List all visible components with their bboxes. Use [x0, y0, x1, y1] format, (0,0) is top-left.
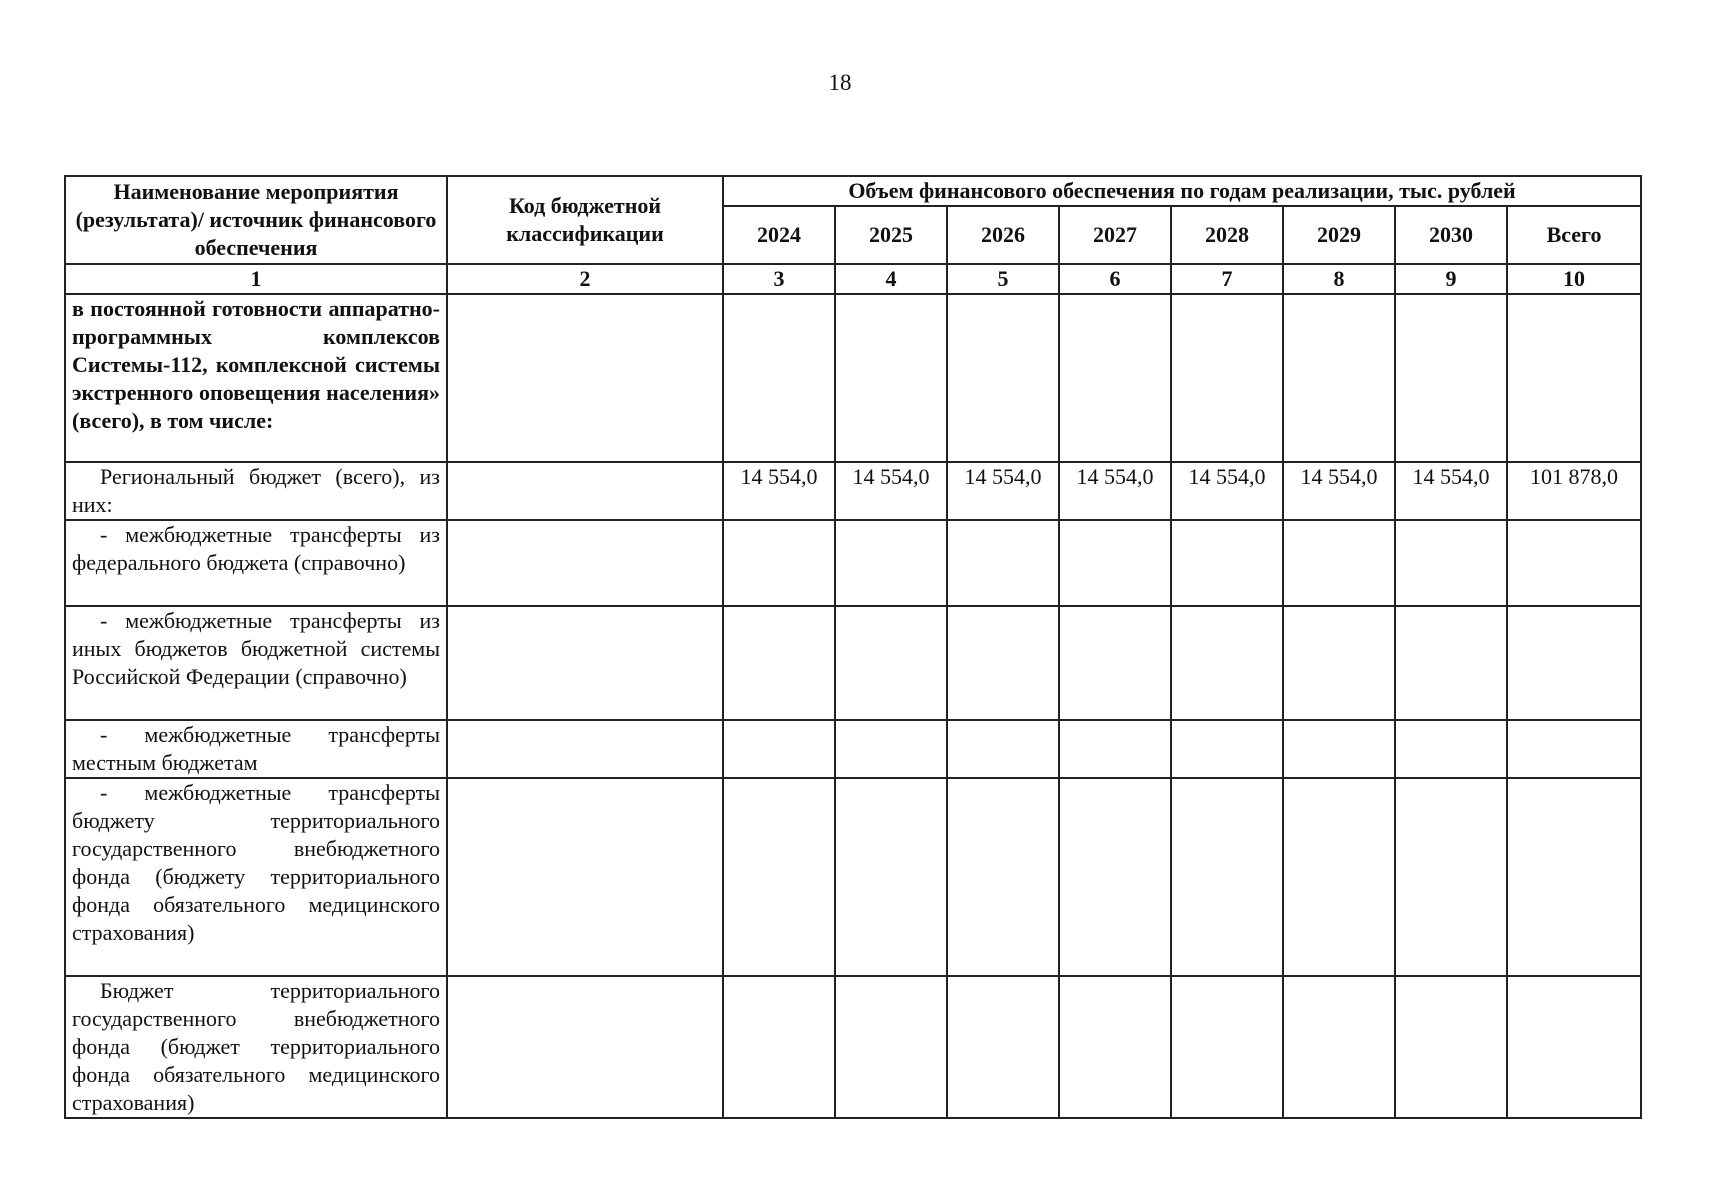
row-value — [1395, 720, 1507, 778]
row-value — [1283, 520, 1395, 606]
row-value — [1283, 720, 1395, 778]
column-number: 10 — [1507, 264, 1641, 294]
header-year: 2026 — [947, 206, 1059, 264]
row-value — [723, 778, 835, 976]
header-year: 2027 — [1059, 206, 1171, 264]
row-total — [1507, 778, 1641, 976]
row-value — [1059, 778, 1171, 976]
column-number: 5 — [947, 264, 1059, 294]
column-number: 7 — [1171, 264, 1283, 294]
table-row — [65, 606, 1641, 720]
row-code — [447, 720, 723, 778]
header-year: 2029 — [1283, 206, 1395, 264]
table-row — [65, 976, 1641, 1118]
row-value — [1171, 720, 1283, 778]
column-number: 8 — [1283, 264, 1395, 294]
column-number: 2 — [447, 264, 723, 294]
table-row — [65, 720, 1641, 778]
row-total — [1507, 520, 1641, 606]
row-code — [447, 294, 723, 462]
row-total: 101 878,0 — [1507, 462, 1641, 520]
row-value: 14 554,0 — [1059, 462, 1171, 520]
header-code: Код бюджетной классификации — [447, 176, 723, 264]
column-number: 6 — [1059, 264, 1171, 294]
row-name-text: - межбюджетные трансферты из иных бюджетов бюджетной системы Российской Федерации (справочно) — [72, 608, 440, 689]
row-value: 14 554,0 — [723, 462, 835, 520]
row-code — [447, 606, 723, 720]
row-value: 14 554,0 — [947, 462, 1059, 520]
row-value: 14 554,0 — [1171, 462, 1283, 520]
row-code — [447, 462, 723, 520]
row-value — [1059, 294, 1171, 462]
row-name-text: - межбюджетные трансферты местным бюджетам — [72, 722, 440, 775]
row-value — [1059, 976, 1171, 1118]
page-number: 18 — [828, 70, 852, 95]
row-value — [947, 720, 1059, 778]
row-name — [65, 606, 447, 720]
row-value — [947, 294, 1059, 462]
row-code — [447, 520, 723, 606]
row-value — [1395, 294, 1507, 462]
row-total — [1507, 294, 1641, 462]
row-value — [1059, 520, 1171, 606]
row-total — [1507, 606, 1641, 720]
header-year: 2028 — [1171, 206, 1283, 264]
row-value — [723, 520, 835, 606]
row-value — [835, 720, 947, 778]
header-volume: Объем финансового обеспечения по годам реализации, тыс. рублей — [723, 176, 1641, 206]
column-number: 1 — [65, 264, 447, 294]
row-value — [1171, 606, 1283, 720]
row-value: 14 554,0 — [1395, 462, 1507, 520]
row-value — [1283, 778, 1395, 976]
row-value — [835, 778, 947, 976]
row-name — [65, 520, 447, 606]
header-name: Наименование мероприятия (результата)/ источник финансового обеспечения — [65, 176, 447, 264]
row-value — [1283, 294, 1395, 462]
row-name-text: - межбюджетные трансферты бюджету территориального государственного внебюджетного фонда (бюджету территориального фонда обязательного медицинского страхования) — [72, 780, 440, 945]
financing-table — [64, 175, 1642, 1119]
row-value — [1059, 606, 1171, 720]
row-total — [1507, 976, 1641, 1118]
column-number: 9 — [1395, 264, 1507, 294]
header-total: Всего — [1507, 206, 1641, 264]
table-row — [65, 294, 1641, 462]
row-name: в постоянной готовности аппаратно-программных комплексов Системы-112, комплексной системы экстренного оповещения населения» (всего), в том числе: — [65, 294, 447, 462]
row-value: 14 554,0 — [1283, 462, 1395, 520]
row-value — [947, 606, 1059, 720]
table-row — [65, 778, 1641, 976]
row-value — [723, 294, 835, 462]
row-value — [1283, 976, 1395, 1118]
row-value — [947, 778, 1059, 976]
row-name — [65, 778, 447, 976]
header-year: 2024 — [723, 206, 835, 264]
row-value — [1171, 294, 1283, 462]
row-value — [947, 520, 1059, 606]
row-value — [723, 720, 835, 778]
row-name-text: Бюджет территориального государственного внебюджетного фонда (бюджет территориального фонда обязательного медицинского страхования) — [72, 978, 440, 1115]
row-total — [1507, 720, 1641, 778]
row-value: 14 554,0 — [835, 462, 947, 520]
row-value — [1059, 720, 1171, 778]
row-name-text: - межбюджетные трансферты из федерального бюджета (справочно) — [72, 522, 440, 575]
row-value — [1395, 520, 1507, 606]
table-row — [65, 520, 1641, 606]
row-code — [447, 778, 723, 976]
row-value — [1283, 606, 1395, 720]
row-value — [723, 976, 835, 1118]
row-name — [65, 976, 447, 1118]
row-value — [1171, 778, 1283, 976]
row-value — [1395, 778, 1507, 976]
table-row — [65, 462, 1641, 520]
row-code — [447, 976, 723, 1118]
row-value — [723, 606, 835, 720]
row-name — [65, 720, 447, 778]
row-value — [1171, 976, 1283, 1118]
header-year: 2025 — [835, 206, 947, 264]
row-name-text: Региональный бюджет (всего), из них: — [72, 464, 440, 517]
row-value — [835, 976, 947, 1118]
row-value — [1171, 520, 1283, 606]
row-value — [835, 520, 947, 606]
row-value — [947, 976, 1059, 1118]
row-value — [835, 606, 947, 720]
row-name — [65, 462, 447, 520]
column-number: 3 — [723, 264, 835, 294]
column-number: 4 — [835, 264, 947, 294]
row-value — [1395, 976, 1507, 1118]
row-value — [1395, 606, 1507, 720]
row-value — [835, 294, 947, 462]
header-year: 2030 — [1395, 206, 1507, 264]
